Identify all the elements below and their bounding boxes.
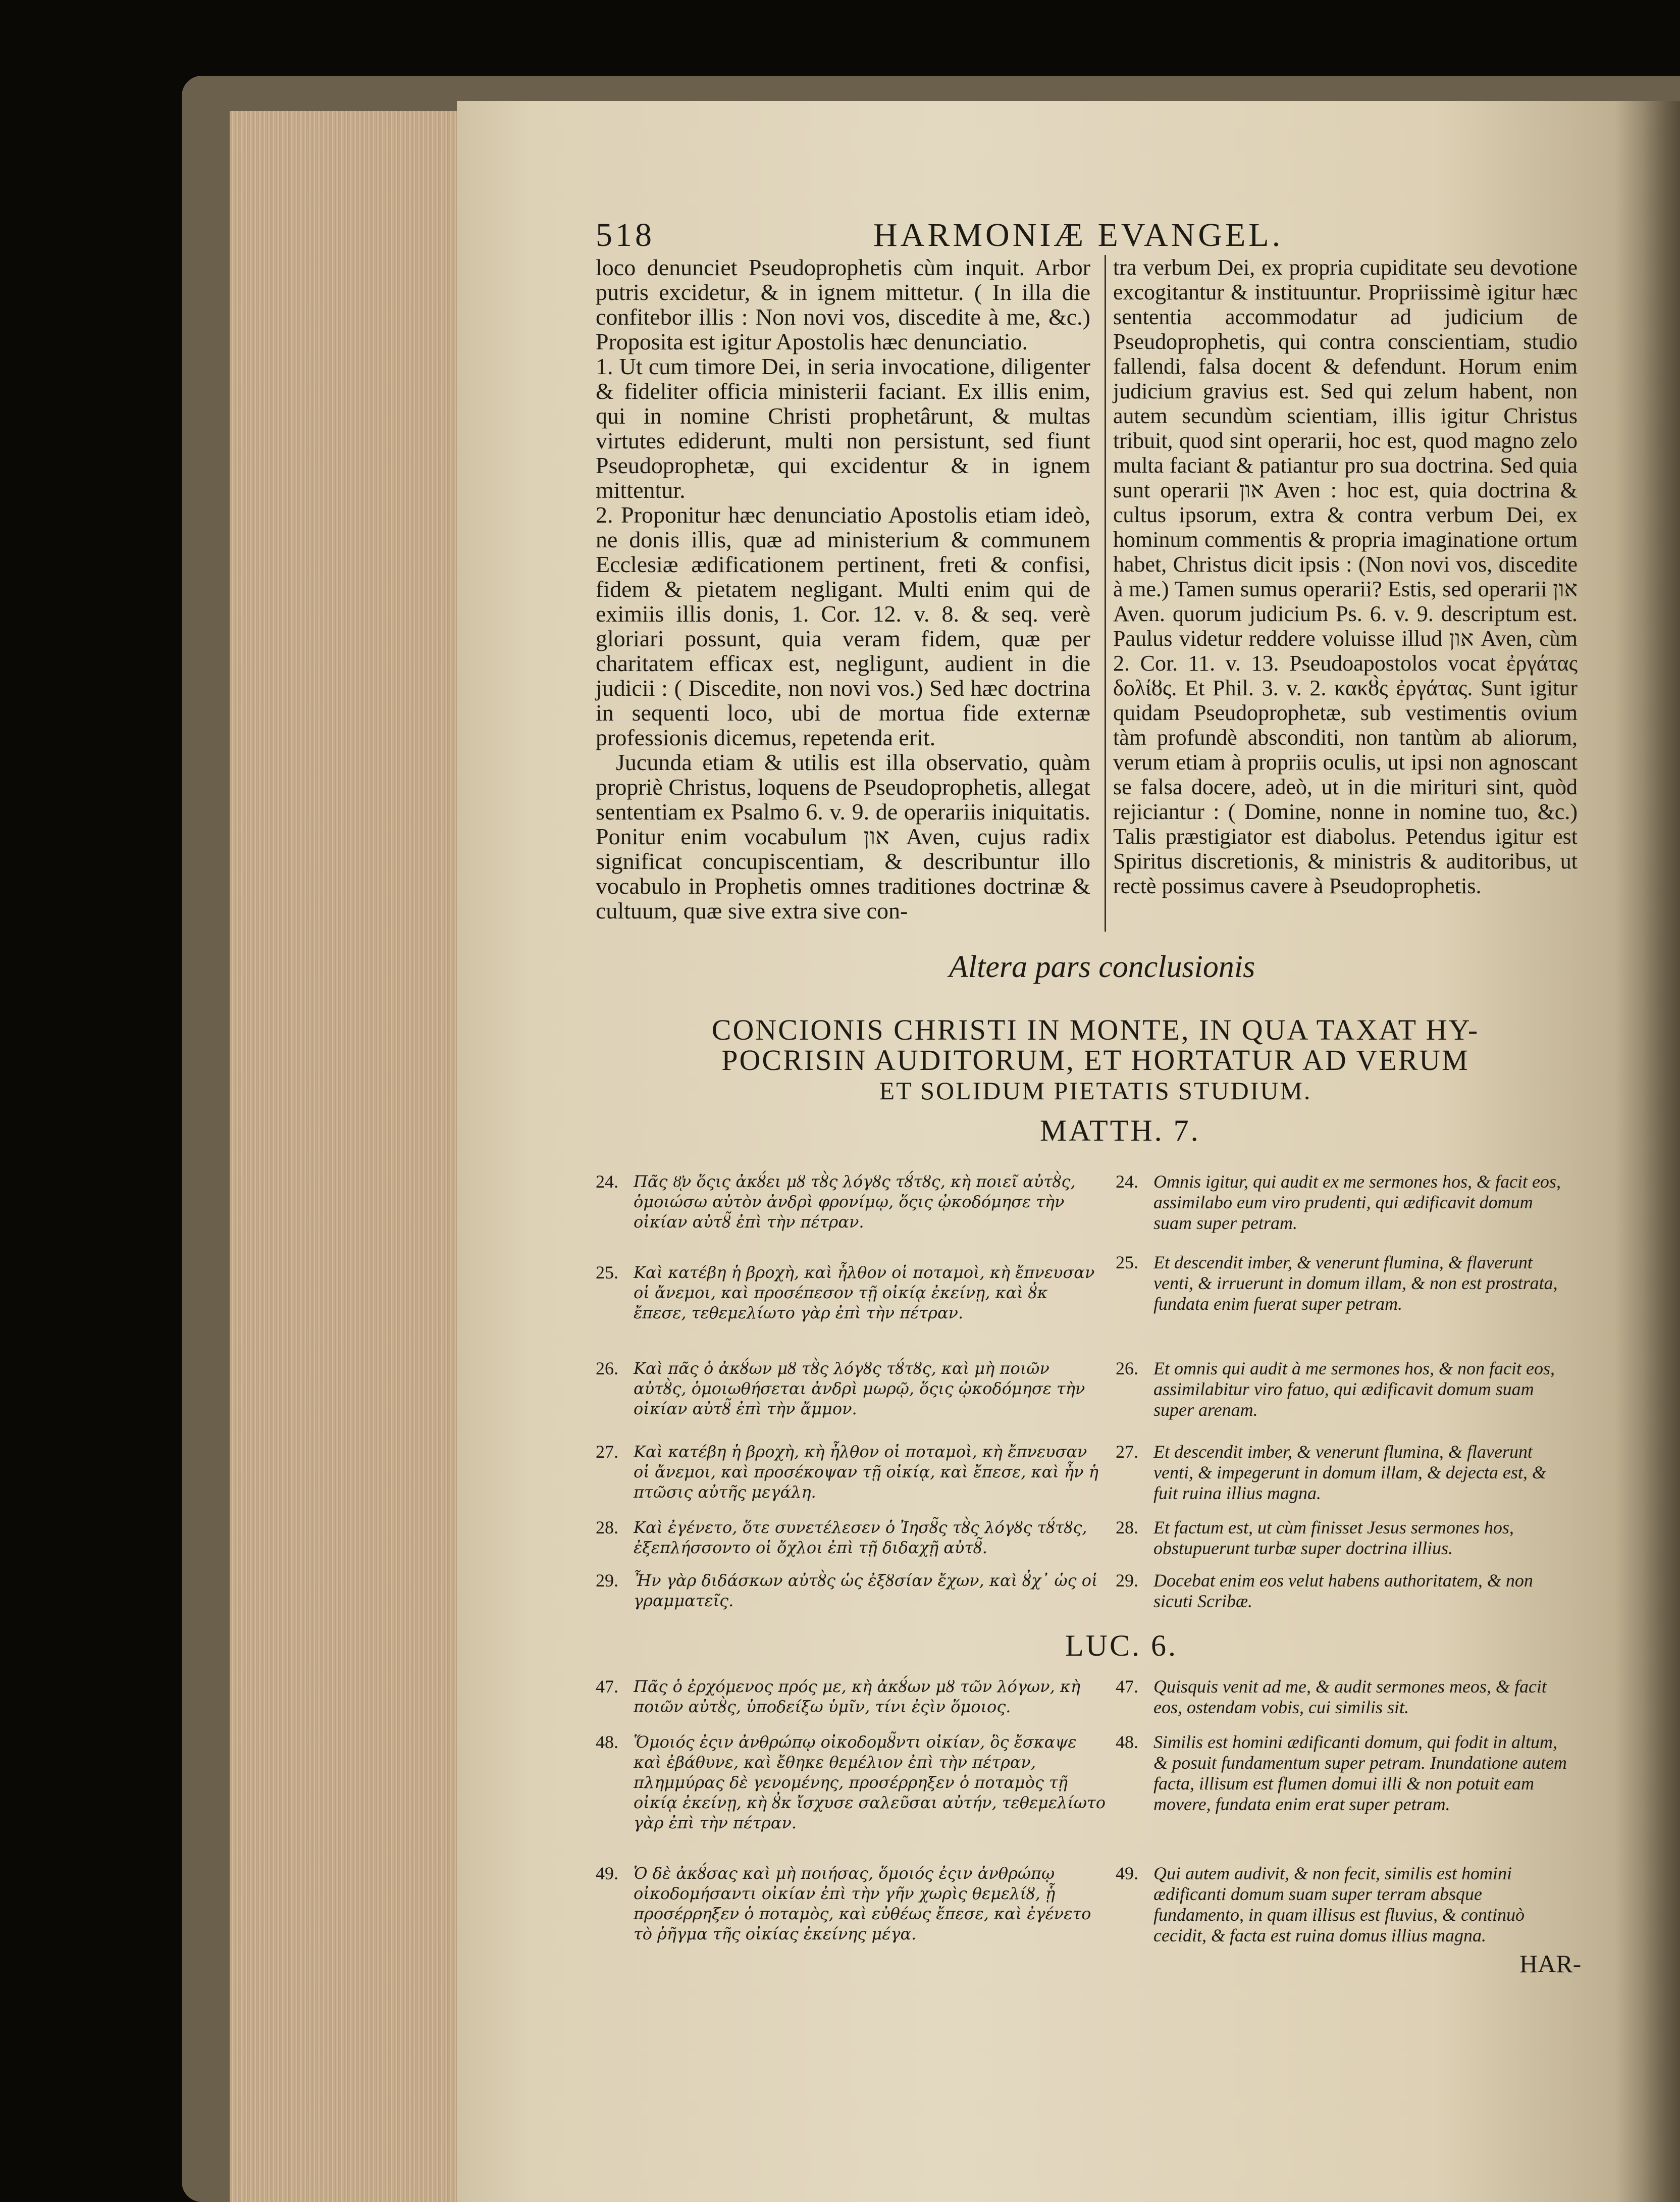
latin-text: Et factum est, ut cùm finisset Jesus sermones hos, obstupuerunt turbæ super doctrina illius. [1153, 1517, 1514, 1558]
verse-number: 49. [1116, 1863, 1138, 1883]
latin-text: Omnis igitur, qui audit ex me sermones hos, & facit eos, assimilabo eum viro prudenti, qui ædificavit domum suam super petram. [1153, 1171, 1561, 1233]
latin-text: Qui autem audivit, & non fecit, similis est homini ædificanti domum suam super terram absque fundamento, in quam illisus est fluvius, & continuò cecidit, & facta est ruina domus illius magna. [1153, 1863, 1525, 1945]
matth-latin-verse [1116, 1358, 1570, 1424]
matth-greek-verse [596, 1262, 1106, 1348]
luc-greek-verse [596, 1732, 1106, 1858]
verse-number: 24. [596, 1171, 618, 1192]
matth-latin-verse [1116, 1517, 1570, 1563]
verse-number: 48. [1116, 1732, 1138, 1752]
running-title: HARMONIÆ EVANGEL. [873, 217, 1284, 253]
title-line: ET SOLIDUM PIETATIS STUDIUM. [879, 1077, 1312, 1105]
verse-number: 28. [1116, 1517, 1138, 1538]
matth-greek-verse [596, 1517, 1106, 1563]
verse-number: 27. [596, 1442, 618, 1462]
matth-latin-verse [1116, 1570, 1570, 1616]
greek-text: Καὶ κατέβη ἡ βροχὴ, καὶ ἦλθον οἱ ποταμοὶ, κὴ ἔπνευσαν οἱ ἄνεμοι, καὶ προσέπεσον τῇ οἰκίᾳ ἐκείνῃ, καὶ ȣ̓κ ἔπεσε, τεθεμελίωτο γὰρ ἐπὶ τὴν πέτραν. [634, 1263, 1095, 1322]
title-line: POCRISIN AUDITORUM, ET HORTATUR AD VERUM [721, 1044, 1469, 1077]
left-paragraph: loco denunciet Pseudoprophetis cùm inquit. Arbor putris excidetur, & in ignem mittetur. ( In illa die confitebor illis : Non novi vos, discedite à me, &c.) Proposita est igitur Apostolis hæc denunciatio. [596, 254, 1090, 354]
latin-text: Docebat enim eos velut habens authoritatem, & non sicuti Scribæ. [1153, 1570, 1533, 1611]
matth-greek-verse [596, 1570, 1106, 1616]
greek-text: Ἦν γὰρ διδάσκων αὐτȣ̀ς ὡς ἐξȣσίαν ἔχων, καὶ ȣ̓χ᾽ ὡς οἱ γραμματεῖς. [634, 1571, 1098, 1610]
verse-number: 49. [596, 1863, 618, 1883]
luc-latin-verse [1116, 1863, 1570, 1949]
matth-latin-verse [1116, 1252, 1570, 1358]
verse-number: 28. [596, 1517, 618, 1538]
luc-latin-verse [1116, 1732, 1570, 1858]
left-paragraph: 2. Proponitur hæc denunciatio Apostolis etiam ideò, ne donis illis, quæ ad ministerium & communem Ecclesiæ ædificationem pertinent, freti & confisi, fidem & pietatem negligant. Multi enim qui de eximiis illis donis, 1. Cor. 12. v. 8. & seq. verè gloriari possunt, quia veram fidem, quæ per charitatem efficax est, negligunt, audient in die judicii : ( Discedite, non novi vos.) Sed hæc doctrina in sequenti loco, ubi de mortua fide externæ professionis dicemus, repetenda erit. [596, 502, 1090, 750]
left-column [596, 255, 1090, 923]
latin-text: Quisquis venit ad me, & audit sermones meos, & facit eos, ostendam vobis, cui similis sit. [1153, 1676, 1547, 1717]
greek-text: Ὅμοιός ἐςιν ἀνθρώπῳ οἰκοδομȣ̃ντι οἰκίαν, ὃς ἔσκαψε καὶ ἐβάθυνε, καὶ ἔθηκε θεμέλιον ἐπὶ τὴν πέτραν, πλημμύρας δὲ γενομένης, προσέρρηξεν ὁ ποταμὸς τῇ οἰκίᾳ ἐκείνῃ, κὴ ȣ̓κ ἴσχυσε σαλεῦσαι αὐτήν, τεθεμελίωτο γὰρ ἐπὶ τὴν πέτραν. [634, 1732, 1106, 1832]
verse-number: 25. [1116, 1252, 1138, 1272]
latin-text: Et descendit imber, & venerunt flumina, & flaverunt venti, & impegerunt in domum illam, & dejecta est, & fuit ruina illius magna. [1153, 1442, 1546, 1503]
section-title [641, 1015, 1550, 1106]
greek-text: Πᾶς ὁ ἐρχόμενος πρός με, κὴ ἀκȣ́ων μȣ τῶν λόγων, κὴ ποιῶν αὐτȣ̀ς, ὑποδείξω ὑμῖν, τίνι ἐςὶν ὅμοιος. [634, 1677, 1081, 1716]
greek-text: Ὁ δὲ ἀκȣ́σας καὶ μὴ ποιήσας, ὅμοιός ἐςιν ἀνθρώπῳ οἰκοδομήσαντι οἰκίαν ἐπὶ τὴν γῆν χωρὶς θεμελίȣ, ᾗ προσέρρηξεν ὁ ποταμὸς, καὶ εὐθέως ἔπεσε, καὶ ἐγένετο τὸ ῥῆγμα τῆς οἰκίας ἐκείνης μέγα. [634, 1864, 1091, 1943]
page-number: 518 [596, 217, 655, 253]
verse-number: 24. [1116, 1171, 1138, 1192]
right-column [1113, 255, 1578, 898]
greek-text: Καὶ πᾶς ὁ ἀκȣ́ων μȣ τȣ̀ς λόγȣς τȣ́τȣς, καὶ μὴ ποιῶν αὐτȣ̀ς, ὁμοιωθήσεται ἀνδρὶ μωρῷ, ὅςις ᾠκοδόμησε τὴν οἰκίαν αὐτȣ̃ ἐπὶ τὴν ἄμμον. [634, 1359, 1085, 1418]
matth-greek-verse [596, 1358, 1106, 1424]
matth-greek-verse [596, 1171, 1106, 1257]
latin-text: Et omnis qui audit à me sermones hos, & non facit eos, assimilabitur viro fatuo, qui ædificavit domum suam super arenam. [1153, 1358, 1555, 1420]
verse-number: 47. [596, 1676, 618, 1697]
matth-latin-verse [1116, 1171, 1570, 1257]
luc-heading: LUC. 6. [1065, 1629, 1178, 1662]
luc-greek-verse [596, 1863, 1106, 1964]
verse-number: 27. [1116, 1442, 1138, 1462]
left-paragraph: Jucunda etiam & utilis est illa observatio, quàm propriè Christus, loquens de Pseudoprophetis, allegat sententiam ex Psalmo 6. v. 9. de operariis iniquitatis. Ponitur enim vocabulum און Aven, cujus radix significat concupiscentiam, & describuntur illo vocabulo in Prophetis omnes traditiones doctrinæ & cultuum, quæ sive extra sive con- [596, 749, 1090, 924]
verse-number: 25. [596, 1262, 618, 1283]
gutter-shadow [1615, 101, 1680, 2202]
luc-greek-verse [596, 1676, 1106, 1732]
verse-number: 29. [596, 1570, 618, 1591]
matth-heading: MATTH. 7. [1040, 1114, 1200, 1147]
latin-text: Et descendit imber, & venerunt flumina, & flaverunt venti, & irruerunt in domum illam, & non est prostrata, fundata enim fuerat super petram. [1153, 1252, 1558, 1314]
page-edges [230, 111, 462, 2202]
greek-text: Καὶ ἐγένετο, ὅτε συνετέλεσεν ὁ Ἰησȣ̃ς τȣ̀ς λόγȣς τȣ́τȣς, ἐξεπλήσσοντο οἱ ὄχλοι ἐπὶ τῇ διδαχῇ αὐτȣ̃. [634, 1518, 1087, 1557]
catchword: HAR- [1519, 1950, 1582, 1978]
greek-text: Πᾶς ȣ̓ͅν ὅςις ἀκȣ́ει μȣ τȣ̀ς λόγȣς τȣ́τȣς, κὴ ποιεῖ αὐτȣ̀ς, ὁμοιώσω αὐτὸν ἀνδρὶ φρονίμῳ, ὅςις ᾠκοδόμησε τὴν οἰκίαν αὐτȣ̃ ἐπὶ τὴν πέτραν. [634, 1172, 1076, 1232]
verse-number: 29. [1116, 1570, 1138, 1591]
column-divider [1105, 255, 1106, 932]
matth-latin-verse [1116, 1442, 1570, 1507]
greek-text: Καὶ κατέβη ἡ βροχὴ, κὴ ἦλθον οἱ ποταμοὶ, κὴ ἔπνευσαν οἱ ἄνεμοι, καὶ προσέκοψαν τῇ οἰκίᾳ, καὶ ἔπεσε, καὶ ἦν ἡ πτῶσις αὐτῆς μεγάλη. [634, 1442, 1098, 1502]
verse-number: 48. [596, 1732, 618, 1752]
section-subtitle: Altera pars conclusionis [949, 950, 1255, 984]
title-line: CONCIONIS CHRISTI IN MONTE, IN QUA TAXAT HY- [711, 1013, 1480, 1046]
verse-number: 26. [1116, 1358, 1138, 1378]
luc-latin-verse [1116, 1676, 1570, 1732]
verse-number: 47. [1116, 1676, 1138, 1697]
verse-number: 26. [596, 1358, 618, 1378]
right-paragraph: tra verbum Dei, ex propria cupiditate seu devotione excogitantur & instituuntur. Propriissimè igitur hæc sententia accommodatur ad judicium de Pseudoprophetis, qui contra conscientiam, studio fallendi, falsa docent & defendunt. Horum enim judicium gravius est. Sed qui zelum habent, non autem secundùm scientiam, illis igitur Christus tribuit, quod sint operarii, hoc est, quod magno zelo multa faciant & patiantur pro sua doctrina. Sed quia sunt operarii און Aven : hoc est, quia doctrina & cultus ipsorum, extra & contra verbum Dei, ex hominum commentis & propria imaginatione ortum habet, Christus dicit ipsis : (Non novi vos, discedite à me.) Tamen sumus operarii? Estis, sed operarii און Aven. quorum judicium Ps. 6. v. 9. descriptum est. Paulus videtur reddere voluisse illud און Aven, cùm 2. Cor. 11. v. 13. Pseudoapostolos vocat ἐργάτας δολίȣς. Et Phil. 3. v. 2. κακȣ̀ς ἐργάτας. Sunt igitur quidam Pseudoprophetæ, sub vestimentis ovium tàm profundè absconditi, non tantùm ab aliorum, verum etiam à propriis oculis, ut ipsi non agnoscant se falsa docere, adeò, ut in die mirituri sint, quòd rejiciantur : ( Domine, nonne in nomine tuo, &c.) Talis præstigiator est diabolus. Petendus igitur est Spiritus discretionis, & ministris & auditoribus, ut rectè possimus cavere à Pseudoprophetis. [1113, 255, 1578, 898]
matth-greek-verse [596, 1442, 1106, 1507]
latin-text: Similis est homini ædificanti domum, qui fodit in altum, & posuit fundamentum super petram. Inundatione autem facta, illisum est flumen domui illi & non potuit eam movere, fundata enim erat super petram. [1153, 1732, 1567, 1814]
left-paragraph: 1. Ut cum timore Dei, in seria invocatione, diligenter & fideliter officia ministerii faciant. Ex illis enim, qui in nomine Christi prophetârunt, & multas virtutes ediderunt, multi non persistunt, sed fiunt Pseudoprophetæ, qui excidentur & in ignem mittentur. [596, 353, 1090, 503]
